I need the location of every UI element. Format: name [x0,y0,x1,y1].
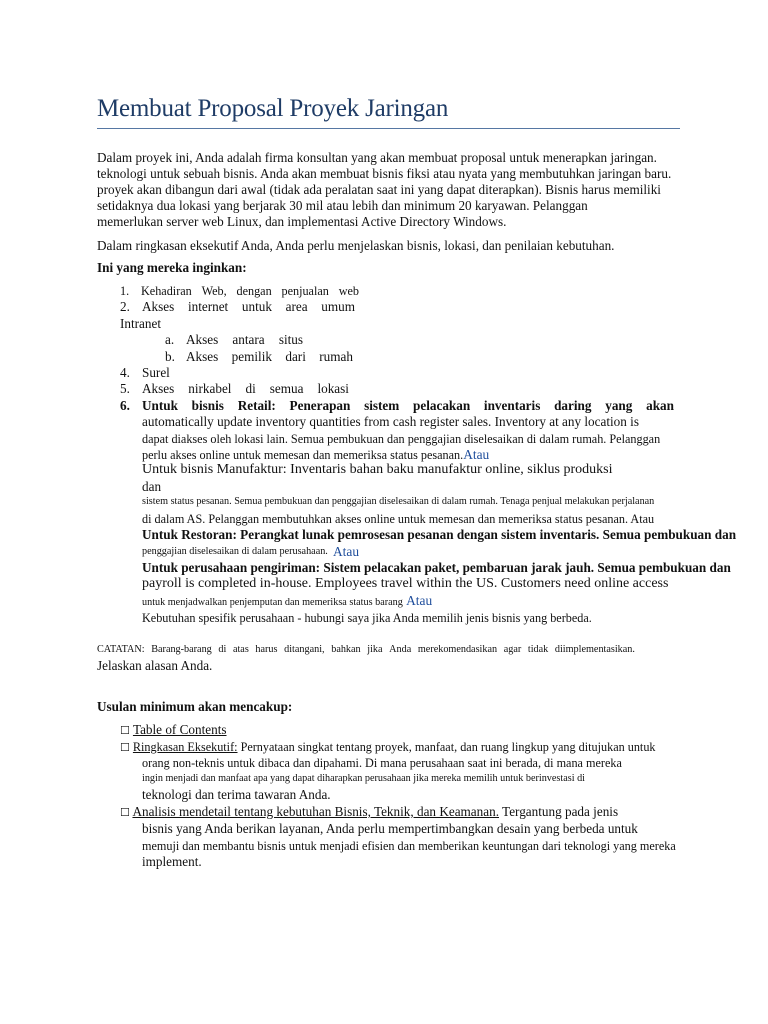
pengiriman-line-2: payroll is completed in-house. Employees travel within the US. Customers need online access [142,576,669,591]
sublist-letter-b: b. [165,349,175,364]
intro-line-4: setidaknya dua lokasi yang berjarak 30 mil atau lebih dan minimum 20 karyawan. Pelanggan [97,198,588,213]
intro-line-3: proyek akan dibangun dari awal (tidak ada peralatan saat ini yang dapat diterapkan). Bisnis harus memiliki [97,182,661,197]
sublist-item-b: Akses pemilik dari rumah [186,349,353,364]
intro-line-1: Dalam proyek ini, Anda adalah firma konsultan yang akan membuat proposal untuk menerapkan jaringan. [97,150,657,165]
manufaktur-line-3: sistem status pesanan. Semua pembukuan dan penggajian diselesaikan di dalam rumah. Tenaga penjual melakukan perjalanan [142,496,655,507]
analisis-item: ☐ Analisis mendetail tentang kebutuhan Bisnis, Teknik, dan Keamanan. Tergantung pada jenis [120,804,619,819]
list-item-5: Akses nirkabel di semua lokasi [142,381,349,396]
atau-link-restoran: Atau [333,544,360,559]
list-item-2: Akses internet untuk area umum [142,299,355,314]
ringkasan-line-4: teknologi dan terima tawaran Anda. [142,787,331,802]
title-underline [97,128,680,129]
ringkasan-line-2: orang non-teknis untuk dibaca dan dipahami. Di mana perusahaan saat ini berada, di mana mereka [142,756,622,770]
retail-line-3: perlu akses online untuk memesan dan memeriksa status pesanan.Atau [142,447,490,462]
checkbox-icon: ☐ [120,741,130,754]
list-number-5: 5. [120,381,130,396]
sublist-letter-a: a. [165,332,175,347]
list-number-2: 2. [120,299,130,314]
usulan-heading: Usulan minimum akan mencakup: [97,699,293,714]
intro-line-5: memerlukan server web Linux, dan implementasi Active Directory Windows. [97,214,507,229]
ringkasan-line-3: ingin menjadi dan manfaat apa yang dapat diharapkan perusahaan jika mereka memilih untuk berinvestasi di [142,773,586,784]
manufaktur-line-1: Untuk bisnis Manufaktur: Inventaris bahan baku manufaktur online, siklus produksi [142,462,613,477]
atau-link-retail: Atau [463,447,490,462]
pengiriman-line-4: Kebutuhan spesifik perusahaan - hubungi saya jika Anda memilih jenis bisnis yang berbeda. [142,611,592,625]
restoran-line-1: Untuk Restoran: Perangkat lunak pemrosesan pesanan dengan sistem inventaris. Semua pembukuan dan [142,527,737,542]
list-number-6: 6. [120,398,130,413]
restoran-line-2: penggajian diselesaikan di dalam perusahaan. [142,546,328,557]
catatan-note: CATATAN: Barang-barang di atas harus ditangani, bahkan jika Anda merekomendasikan agar tidak diimplementasikan. [97,644,635,655]
manufaktur-line-2: dan [142,479,162,494]
checkbox-icon: ☐ [120,806,130,819]
page-title: Membuat Proposal Proyek Jaringan [97,95,449,122]
checkbox-icon: ☐ [120,724,130,737]
retail-line-2: dapat diakses oleh lokasi lain. Semua pembukuan dan penggajian diselesaikan di dalam rumah. Pelanggan [142,432,661,446]
ringkasan-item: ☐ Ringkasan Eksekutif: Pernyataan singkat tentang proyek, manfaat, dan ruang lingkup yang ditujukan untuk [120,740,656,754]
analisis-line-4: implement. [142,854,202,869]
sublist-item-a: Akses antara situs [186,332,303,347]
retail-line-1: automatically update inventory quantities from cash register sales. Inventory at any location is [142,414,639,429]
intro-paragraph-2: Dalam ringkasan eksekutif Anda, Anda perlu menjelaskan bisnis, lokasi, dan penilaian kebutuhan. [97,238,615,253]
intro-line-2: teknologi untuk sebuah bisnis. Anda akan membuat bisnis fiksi atau nyata yang membutuhkan jaringan baru. [97,166,672,181]
pengiriman-line-3: untuk menjadwalkan penjemputan dan memeriksa status barang Atau [142,593,433,608]
analisis-line-3: memuji dan membantu bisnis untuk menjadi efisien dan memberikan keuntungan dari teknologi yang mereka [142,839,676,853]
analisis-line-2: bisnis yang Anda berikan layanan, Anda perlu mempertimbangkan desain yang berbeda untuk [142,821,638,836]
list-number-4: 4. [120,365,130,380]
pengiriman-line-1: Untuk perusahaan pengiriman: Sistem pelacakan paket, pembaruan jarak jauh. Semua pembukuan dan [142,560,731,575]
list-item-1: Kehadiran Web, dengan penjualan web [141,284,359,298]
wants-heading: Ini yang mereka inginkan: [97,260,247,275]
manufaktur-line-4: di dalam AS. Pelanggan membutuhkan akses online untuk memesan dan memeriksa status pesanan. Atau [142,512,655,526]
toc-item: ☐ Table of Contents [120,722,227,737]
jelaskan-line: Jelaskan alasan Anda. [97,658,213,673]
list-item-6: Untuk bisnis Retail: Penerapan sistem pelacakan inventaris daring yang akan [142,398,674,413]
list-item-2-continuation: Intranet [120,316,162,331]
list-item-4: Surel [142,365,170,380]
list-number-1: 1. [120,284,130,298]
atau-link-pengiriman: Atau [406,593,433,608]
